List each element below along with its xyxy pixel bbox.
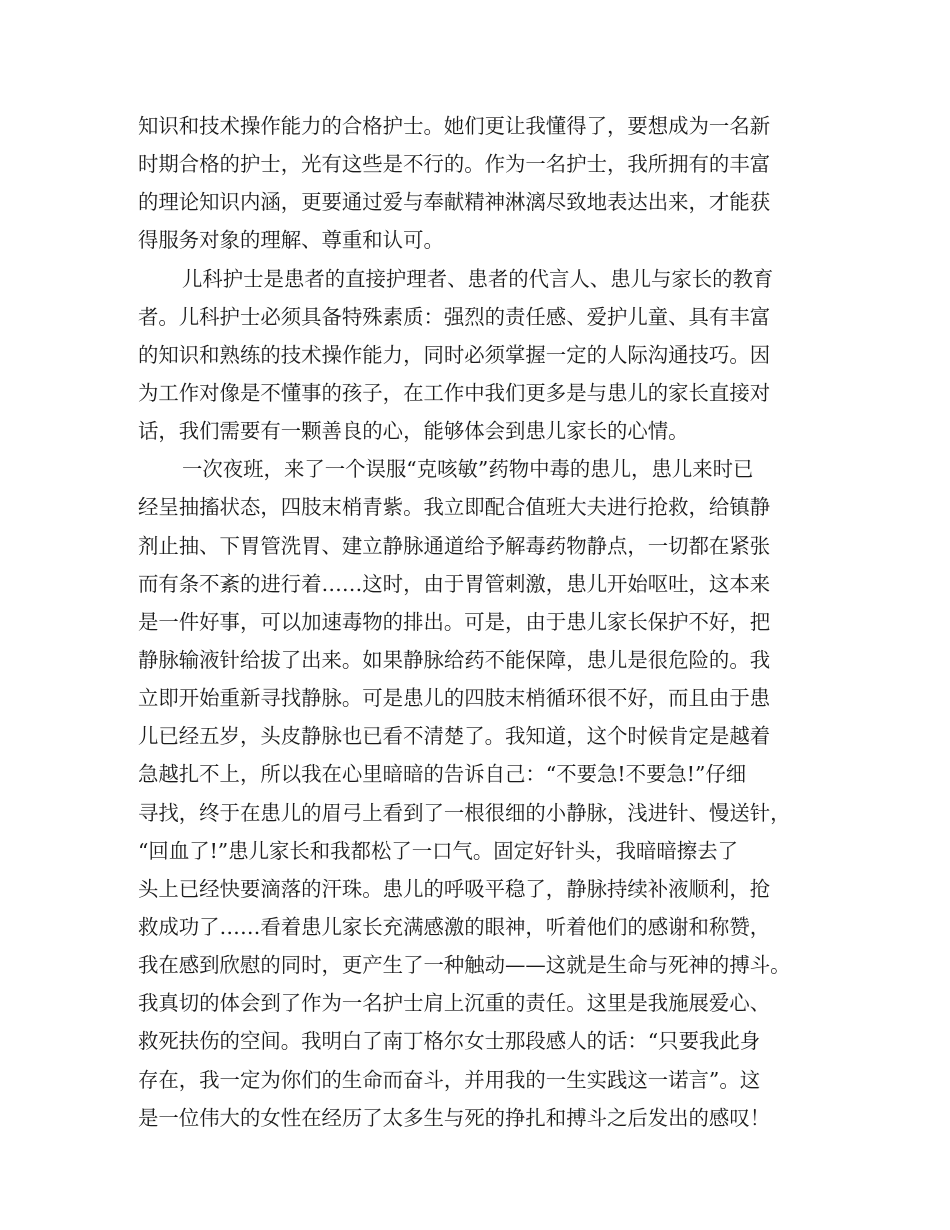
text-line: 是一件好事，可以加速毒物的排出。可是，由于患儿家长保护不好，把 xyxy=(138,609,771,634)
text-line: “回血了!”患儿家长和我都松了一口气。固定好针头，我暗暗擦去了 xyxy=(138,838,738,863)
text-line: 我真切的体会到了作为一名护士肩上沉重的责任。这里是我施展爱心、 xyxy=(138,991,771,1016)
text-line: 为工作对像是不懂事的孩子，在工作中我们更多是与患儿的家长直接对 xyxy=(138,380,771,405)
text-line: 的知识和熟练的技术操作能力，同时必须掌握一定的人际沟通技巧。因 xyxy=(138,342,771,367)
paragraph-first-line: 一次夜班，来了一个误服“克咳敏”药物中毒的患儿，患儿来时已 xyxy=(182,457,754,482)
text-line: 立即开始重新寻找静脉。可是患儿的四肢末梢循环很不好，而且由于患 xyxy=(138,686,771,711)
text-line: 的理论知识内涵，更要通过爱与奉献精神淋漓尽致地表达出来，才能获 xyxy=(138,190,771,215)
text-line: 是一位伟大的女性在经历了太多生与死的挣扎和搏斗之后发出的感叹！ xyxy=(138,1105,771,1130)
text-line: 静脉输液针给拔了出来。如果静脉给药不能保障，患儿是很危险的。我 xyxy=(138,647,771,672)
text-line: 知识和技术操作能力的合格护士。她们更让我懂得了，要想成为一名新 xyxy=(138,114,771,138)
text-line: 我在感到欣慰的同时，更产生了一种触动——这就是生命与死神的搏斗。 xyxy=(138,953,791,978)
text-line: 剂止抽、下胃管洗胃、建立静脉通道给予解毒药物静点，一切都在紧张 xyxy=(138,533,771,558)
body-text xyxy=(138,107,828,1137)
text-line: 经呈抽搐状态，四肢末梢青紫。我立即配合值班大夫进行抢救，给镇静 xyxy=(138,495,771,520)
text-line: 急越扎不上，所以我在心里暗暗的告诉自己：“不要急!不要急!”仔细 xyxy=(138,762,747,787)
text-line: 头上已经快要滴落的汗珠。患儿的呼吸平稳了，静脉持续补液顺利，抢 xyxy=(138,876,771,901)
text-line: 得服务对象的理解、尊重和认可。 xyxy=(138,228,444,253)
text-line: 存在，我一定为你们的生命而奋斗，并用我的一生实践这一诺言”。这 xyxy=(138,1067,761,1092)
text-line: 救死扶伤的空间。我明白了南丁格尔女士那段感人的话：“只要我此身 xyxy=(138,1029,761,1054)
text-line: 者。儿科护士必须具备特殊素质：强烈的责任感、爱护儿童、具有丰富 xyxy=(138,304,771,329)
paragraph-first-line: 儿科护士是患者的直接护理者、患者的代言人、患儿与家长的教育 xyxy=(182,266,774,291)
text-line: 话，我们需要有一颗善良的心，能够体会到患儿家长的心情。 xyxy=(138,419,689,444)
text-line: 时期合格的护士，光有这些是不行的。作为一名护士，我所拥有的丰富 xyxy=(138,152,771,177)
text-line: 寻找，终于在患儿的眉弓上看到了一根很细的小静脉，浅进针、慢送针， xyxy=(138,800,791,825)
text-line: 而有条不紊的进行着……这时，由于胃管刺激，患儿开始呕吐，这本来 xyxy=(138,571,771,596)
text-line: 儿已经五岁，头皮静脉也已看不清楚了。我知道，这个时候肯定是越着 xyxy=(138,724,771,749)
text-line: 救成功了……看着患儿家长充满感激的眼神，听着他们的感谢和称赞， xyxy=(138,914,771,939)
